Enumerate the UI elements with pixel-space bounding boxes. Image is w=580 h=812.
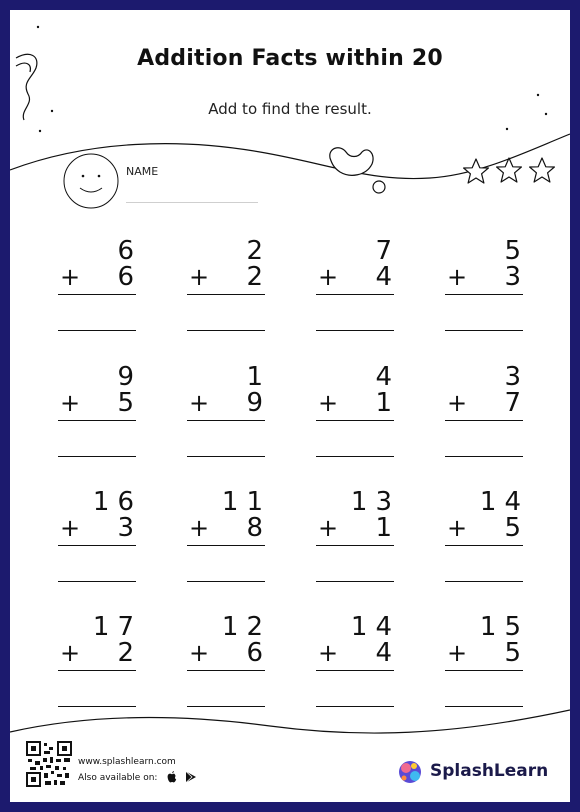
answer-field[interactable]: [58, 706, 136, 707]
play-store-icon: [186, 772, 196, 783]
sum-line: [58, 420, 136, 421]
sum-line: [316, 294, 394, 295]
problem-bottom-number: 6: [246, 638, 271, 668]
problem-7: [316, 362, 400, 454]
sum-line: [187, 670, 265, 671]
problem-bottom-number: 2: [117, 638, 142, 668]
plus-sign: +: [60, 639, 81, 667]
answer-field[interactable]: [445, 330, 523, 331]
problem-bottom-number: 8: [246, 513, 271, 543]
problem-top-number: 13: [350, 487, 400, 517]
problem-bottom-number: 5: [504, 513, 529, 543]
worksheet-title: Addition Facts within 20: [137, 46, 443, 71]
sum-line: [58, 545, 136, 546]
problem-bottom-number: 9: [246, 388, 271, 418]
problem-3: [316, 236, 400, 328]
app-store-icons: [167, 770, 201, 784]
plus-sign: +: [60, 389, 81, 417]
worksheet-page: [10, 10, 570, 802]
problem-5: [58, 362, 142, 454]
apple-icon: [168, 771, 177, 782]
plus-sign: +: [447, 514, 468, 542]
problem-top-number: 15: [479, 612, 529, 642]
problem-bottom-number: 4: [375, 638, 400, 668]
problem-top-number: 2: [246, 236, 271, 266]
problem-bottom-number: 7: [504, 388, 529, 418]
sum-line: [316, 420, 394, 421]
plus-sign: +: [189, 639, 210, 667]
plus-sign: +: [447, 389, 468, 417]
sum-line: [316, 670, 394, 671]
problem-bottom-number: 3: [117, 513, 142, 543]
answer-field[interactable]: [316, 581, 394, 582]
problem-top-number: 1: [246, 362, 271, 392]
problem-bottom-number: 5: [117, 388, 142, 418]
plus-sign: +: [318, 389, 339, 417]
plus-sign: +: [60, 514, 81, 542]
problem-top-number: 17: [92, 612, 142, 642]
plus-sign: +: [447, 263, 468, 291]
answer-field[interactable]: [445, 706, 523, 707]
sum-line: [445, 420, 523, 421]
problem-9: [58, 487, 142, 579]
problem-2: [187, 236, 271, 328]
worksheet-instruction: Add to find the result.: [208, 100, 372, 118]
available-on-label: Also available on:: [78, 773, 158, 783]
problem-top-number: 14: [479, 487, 529, 517]
brand-name: SplashLearn: [430, 761, 549, 781]
sum-line: [187, 294, 265, 295]
problem-bottom-number: 2: [246, 262, 271, 292]
qr-code-icon: [26, 741, 72, 787]
problem-4: [445, 236, 529, 328]
plus-sign: +: [189, 389, 210, 417]
problem-top-number: 16: [92, 487, 142, 517]
problem-6: [187, 362, 271, 454]
problem-grid: [10, 10, 570, 802]
problem-top-number: 7: [375, 236, 400, 266]
answer-field[interactable]: [58, 581, 136, 582]
plus-sign: +: [189, 514, 210, 542]
problem-top-number: 6: [117, 236, 142, 266]
problem-top-number: 9: [117, 362, 142, 392]
problem-12: [445, 487, 529, 579]
sum-line: [58, 294, 136, 295]
name-label: NAME: [126, 165, 159, 178]
problem-bottom-number: 6: [117, 262, 142, 292]
answer-field[interactable]: [187, 706, 265, 707]
problem-top-number: 4: [375, 362, 400, 392]
plus-sign: +: [318, 514, 339, 542]
problem-top-number: 11: [221, 487, 271, 517]
problem-16: [445, 612, 529, 704]
sum-line: [58, 670, 136, 671]
problem-14: [187, 612, 271, 704]
problem-top-number: 12: [221, 612, 271, 642]
plus-sign: +: [447, 639, 468, 667]
problem-top-number: 14: [350, 612, 400, 642]
problem-bottom-number: 4: [375, 262, 400, 292]
answer-field[interactable]: [187, 581, 265, 582]
problem-15: [316, 612, 400, 704]
sum-line: [445, 545, 523, 546]
problem-bottom-number: 5: [504, 638, 529, 668]
plus-sign: +: [318, 639, 339, 667]
problem-8: [445, 362, 529, 454]
answer-field[interactable]: [445, 456, 523, 457]
sum-line: [187, 545, 265, 546]
problem-10: [187, 487, 271, 579]
sum-line: [316, 545, 394, 546]
problem-1: [58, 236, 142, 328]
answer-field[interactable]: [445, 581, 523, 582]
problem-11: [316, 487, 400, 579]
sum-line: [445, 294, 523, 295]
website-link[interactable]: www.splashlearn.com: [78, 757, 176, 767]
problem-bottom-number: 1: [375, 513, 400, 543]
answer-field[interactable]: [316, 706, 394, 707]
answer-field[interactable]: [187, 330, 265, 331]
problem-top-number: 5: [504, 236, 529, 266]
plus-sign: +: [318, 263, 339, 291]
problem-bottom-number: 1: [375, 388, 400, 418]
plus-sign: +: [60, 263, 81, 291]
answer-field[interactable]: [58, 330, 136, 331]
answer-field[interactable]: [58, 456, 136, 457]
answer-field[interactable]: [316, 330, 394, 331]
problem-13: [58, 612, 142, 704]
problem-bottom-number: 3: [504, 262, 529, 292]
sum-line: [187, 420, 265, 421]
plus-sign: +: [189, 263, 210, 291]
answer-field[interactable]: [316, 456, 394, 457]
problem-top-number: 3: [504, 362, 529, 392]
sum-line: [445, 670, 523, 671]
answer-field[interactable]: [187, 456, 265, 457]
